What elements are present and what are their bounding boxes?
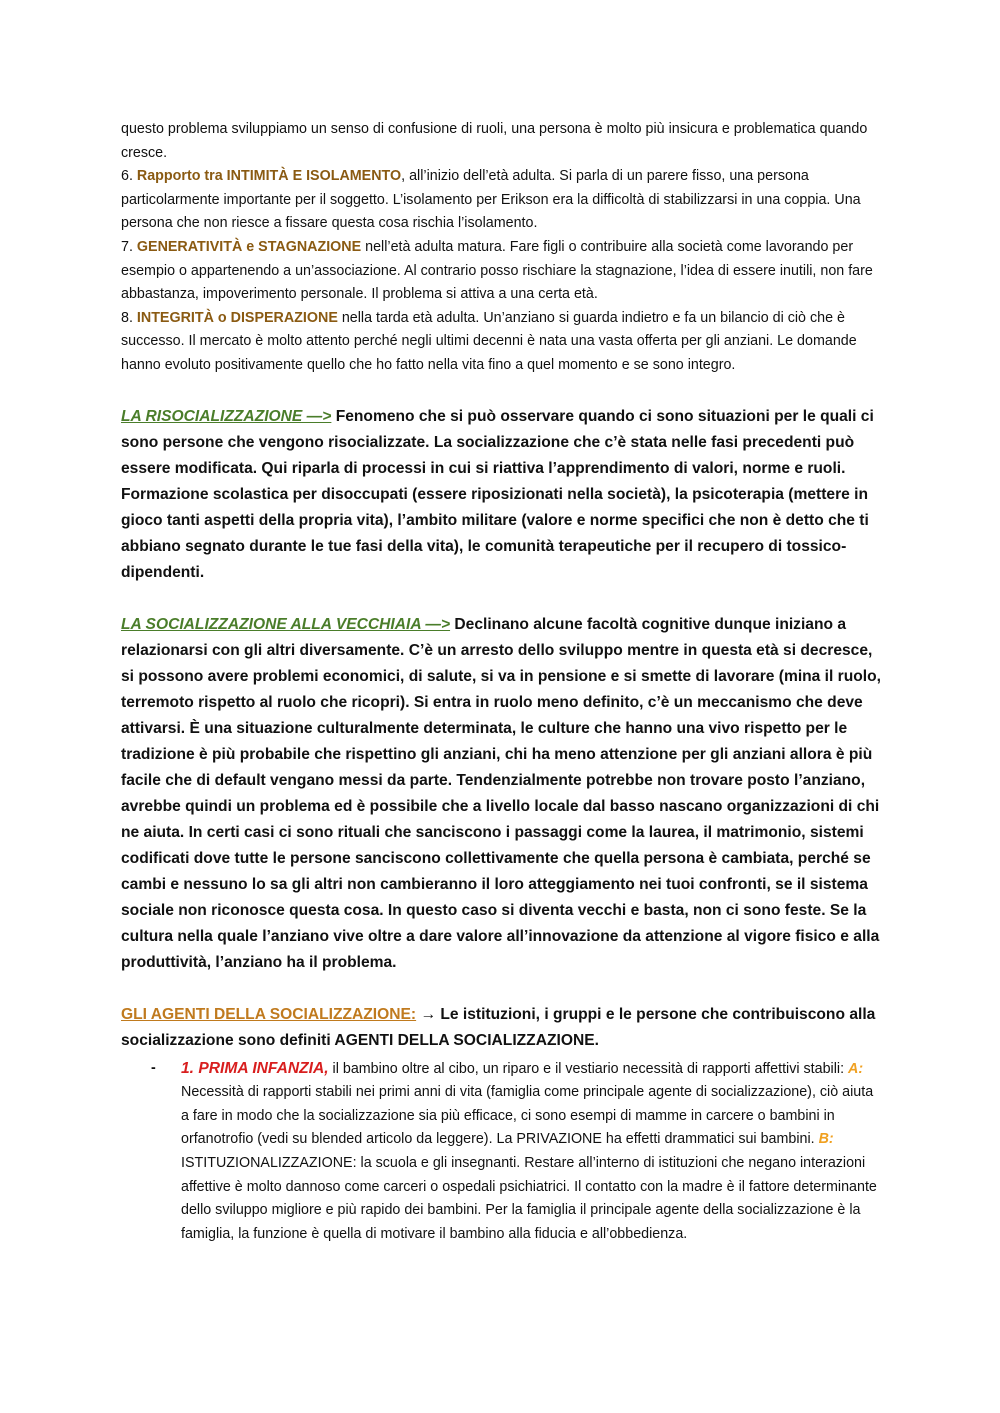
agenti-heading: GLI AGENTI DELLA SOCIALIZZAZIONE: [121,1005,417,1023]
stage-6-number: 6. [121,168,137,185]
spacer [121,586,882,612]
intro-paragraph: questo problema sviluppiamo un senso di confusione di ruoli, una persona è molto più insicura e problematica quando cresce. 6. Rapporto tra INTIMITÀ E ISOLAMENTO, all’inizio dell’età adulta. Si parla di un parere fisso, una persona particolarmente importante per il soggetto. L’isolamento per Erikson era la difficoltà di stabilizzarsi in una coppia. Una persona che non riesce a fissare questa cosa rischia l’isolamento. 7. GENERATIVITÀ e STAGNAZIONE nell’età adulta matura. Fare figli o contribuire alla società come lavorando per esempio o appartenendo a un’associazione. Al contrario posso rischiare la stagnazione, l’idea di essere inutili, non fare abbastanza, impoverimento personale. Il problema si attiva a una certa età. 8. INTEGRITÀ o DISPERAZIONE nella tarda età adulta. Un’anziano si guarda indietro e fa un bilancio di ciò che è successo. Il mercato è molto attento perché negli ultimi decenni è nata una vasta offerta per gli anziani. Le domande hanno evoluto positivamente quello che ho fatto nella vita fino a quel momento e se sono integro. [121,121,873,373]
risocializzazione-paragraph [121,404,882,586]
stage-7-text: nell’età adulta matura. Fare figli o contribuire alla società come lavorando per esempio o appartenendo a un’associazione. Al contrario posso rischiare la stagnazione, l’idea di essere inutili, non fare abbastanza, impoverimento personale. Il problema si attiva a una certa età. [121,238,873,303]
stage-8-title: INTEGRITÀ o DISPERAZIONE [136,309,338,326]
b-label: B: [818,1131,834,1148]
list-dash: - [151,1059,156,1076]
stage-6-text: , all’inizio dell’età adulta. Si parla di un parere fisso, una persona particolarmente importante per il soggetto. L’isolamento per Erikson era la difficoltà di stabilizzarsi in una coppia. Una persona che non riesce a fissare questa cosa rischia l’isolamento. [121,168,861,232]
risocializzazione-heading: LA RISOCIALIZZAZIONE —> [121,407,332,425]
list-item-text: 1. PRIMA INFANZIA, il bambino oltre al cibo, un riparo e il vestiario necessità di rapporti affettivi stabili: A: Necessità di rapporti stabili nei primi anni di vita (famiglia come principale agente di socializzazione), ciò aiuta a fare in modo che la socializzazione sia più efficace, ci sono esempi di mamme in carcere o bambini in orfanotrofio (vedi su blended articolo da leggere). La PRIVAZIONE ha effetti drammatici sui bambini. B: ISTITUZIONALIZZAZIONE: la scuola e gli insegnanti. Restare all’interno di istituzioni che negano interazioni affettive è molto dannoso come carceri o ospedali psichiatrici. Il contatto con la madre è il fattore determinante dello sviluppo migliore e più rapido dei bambini. Per la famiglia il principale agente della socializzazione è la famiglia, la funzione è quella di motivare il bambino alla fiducia e all’obbedienza. [181,1059,877,1242]
risocializzazione-text: Fenomeno che si può osservare quando ci sono situazioni per le quali ci sono persone che vengono risocializzate. La socializzazione che c’è stata nelle fasi precedenti può essere modificata. Qui riparla di processi in cui si riattiva l’apprendimento di valori, norme e ruoli. Formazione scolastica per disoccupati (essere riposizionati nella società), la psicoterapia (mettere in gioco tanti aspetti della propria vita), l’ambito militare (valore e norme specifici che non è detto che ti abbiano segnato durante le tue fasi della vita), le comunità terapeutiche per il recupero di tossico-dipendenti. [121,407,874,581]
vecchiaia-heading: LA SOCIALIZZAZIONE ALLA VECCHIAIA —> [121,615,451,633]
prima-infanzia-label: 1. PRIMA INFANZIA, [181,1059,329,1077]
a-label: A: [848,1060,864,1077]
spacer [121,976,882,1002]
stage-8-number: 8. [121,309,137,326]
stage-7-number: 7. [121,238,137,255]
stage-6-title: Rapporto tra INTIMITÀ E ISOLAMENTO [136,168,402,185]
agenti-paragraph [121,1002,882,1054]
list-item [121,1057,882,1247]
vecchiaia-text: Declinano alcune facoltà cognitive dunque iniziano a relazionarsi con gli altri diversamente. C’è un arresto dello sviluppo mentre in questa età si decresce, si possono avere problemi economici, di salute, si va in pensione e si smette di lavorare (mina il ruolo, terremoto rispetto al ruolo che ricopri). Si entra in ruolo meno definito, c’è un meccanismo che deve attivarsi. È una situazione culturalmente determinata, le culture che hanno una vivo rispetto per le tradizione è più probabile che rispettino gli anziani, chi ha meno attenzione per gli anziani allora è più facile che di default vengano messi da parte. Tendenzialmente potrebbe non trovare posto l’anziano, avrebbe quindi un problema ed è possibile che a livello locale dal basso nascano organizzazioni di chi ne aiuta. In certi casi ci sono rituali che sanciscono i passaggi come la laurea, il matrimonio, sistemi codificati dove tutte le persone sanciscono collettivamente che quella persona è cambiata, perché se cambi e nessuno lo sa gli altri non cambieranno il loro atteggiamento nei tuoi confronti, se il sistema sociale non riconosce questa cosa. In questo caso si diventa vecchi e basta, non ci sono feste. Se la cultura nella quale l’anziano vive oltre a dare valore all’innovazione da attenzione al vigore fisico e alla produttività, l’anziano ha il problema. [121,615,881,971]
agenti-text: → Le istituzioni, i gruppi e le persone che contribuiscono alla socializzazione sono definiti AGENTI DELLA SOCIALIZZAZIONE. [121,1005,876,1049]
stage-8-text: nella tarda età adulta. Un’anziano si guarda indietro e fa un bilancio di ciò che è successo. Il mercato è molto attento perché negli ultimi decenni è nata una vasta offerta per gli anziani. Le domande hanno evoluto positivamente quello che ho fatto nella vita fino a quel momento e se sono integro. [121,309,857,373]
spacer [121,378,882,404]
stage-7-title: GENERATIVITÀ e STAGNAZIONE [136,238,362,255]
vecchiaia-paragraph [121,612,882,976]
